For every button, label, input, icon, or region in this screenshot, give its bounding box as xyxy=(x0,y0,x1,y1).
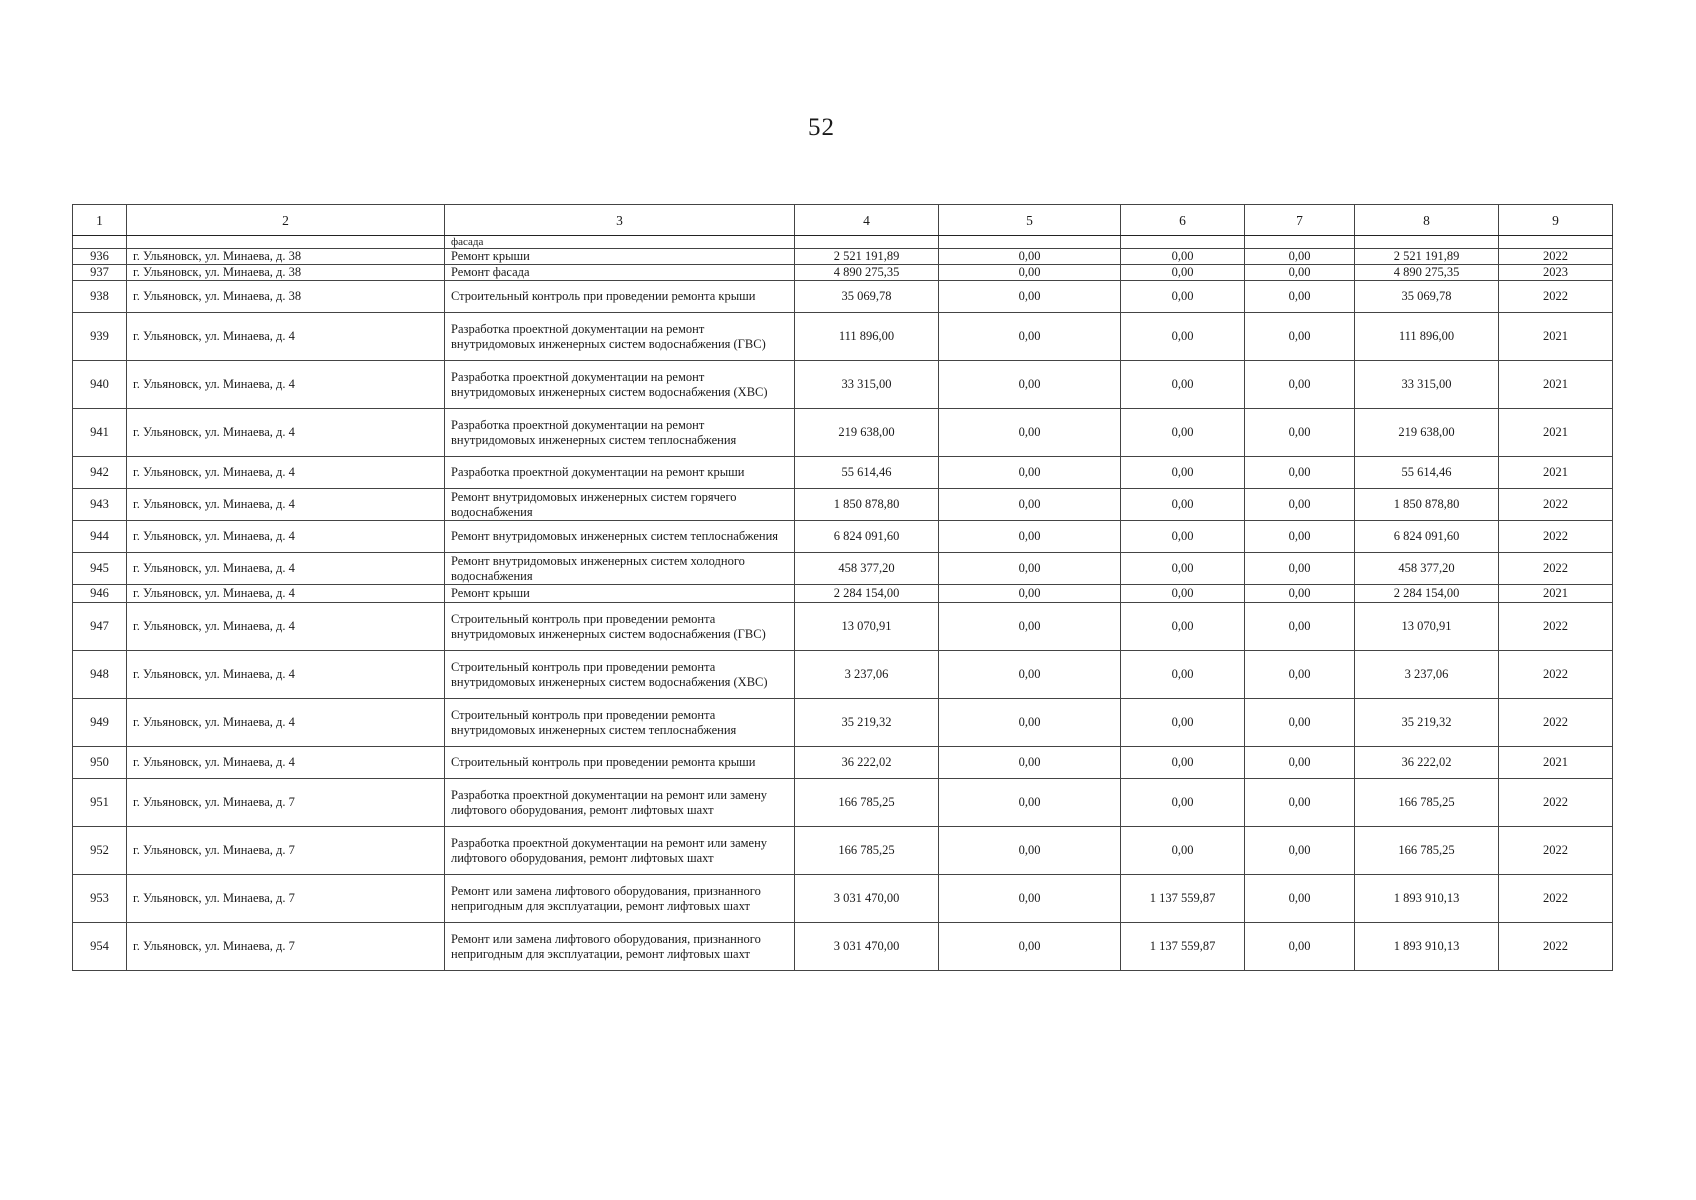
column-8-cell: 36 222,02 xyxy=(1355,747,1499,779)
table-row xyxy=(73,827,1613,875)
total-cost-cell: 3 031 470,00 xyxy=(795,875,939,923)
year-cell: 2022 xyxy=(1499,603,1613,651)
column-7-cell: 0,00 xyxy=(1245,313,1355,361)
column-6-cell: 0,00 xyxy=(1121,827,1245,875)
work-type-cell: Ремонт крыши xyxy=(445,249,795,265)
year-cell: 2023 xyxy=(1499,265,1613,281)
column-6-cell: 0,00 xyxy=(1121,553,1245,585)
column-7-cell: 0,00 xyxy=(1245,361,1355,409)
column-8-cell: 219 638,00 xyxy=(1355,409,1499,457)
column-5-cell: 0,00 xyxy=(939,923,1121,971)
column-header: 8 xyxy=(1355,205,1499,236)
column-5-cell: 0,00 xyxy=(939,409,1121,457)
column-6-cell: 0,00 xyxy=(1121,457,1245,489)
year-cell: 2022 xyxy=(1499,651,1613,699)
table-row xyxy=(73,457,1613,489)
column-7-cell: 0,00 xyxy=(1245,603,1355,651)
row-number: 940 xyxy=(73,361,127,409)
row-number: 948 xyxy=(73,651,127,699)
column-6-cell: 0,00 xyxy=(1121,699,1245,747)
total-cost-cell: 166 785,25 xyxy=(795,827,939,875)
column-6-cell: 0,00 xyxy=(1121,585,1245,603)
work-type-cell: Разработка проектной документации на ремонт или замену лифтового оборудования, ремонт лифтовых шахт xyxy=(445,779,795,827)
work-type-cell: Разработка проектной документации на ремонт или замену лифтового оборудования, ремонт лифтовых шахт xyxy=(445,827,795,875)
work-type-cell: Ремонт фасада xyxy=(445,265,795,281)
table-row xyxy=(73,553,1613,585)
row-number: 946 xyxy=(73,585,127,603)
column-header: 4 xyxy=(795,205,939,236)
column-5-cell: 0,00 xyxy=(939,457,1121,489)
work-type-cell: Ремонт или замена лифтового оборудования, признанного непригодным для эксплуатации, ремонт лифтовых шахт xyxy=(445,923,795,971)
year-cell: 2022 xyxy=(1499,699,1613,747)
column-6-cell: 0,00 xyxy=(1121,361,1245,409)
year-cell: 2022 xyxy=(1499,281,1613,313)
year-cell: 2022 xyxy=(1499,923,1613,971)
column-7-cell: 0,00 xyxy=(1245,779,1355,827)
column-8-cell: 458 377,20 xyxy=(1355,553,1499,585)
year-cell: 2021 xyxy=(1499,361,1613,409)
column-6-cell: 0,00 xyxy=(1121,409,1245,457)
table-row xyxy=(73,249,1613,265)
column-8-cell: 1 893 910,13 xyxy=(1355,875,1499,923)
column-8-cell: 166 785,25 xyxy=(1355,779,1499,827)
table-row xyxy=(73,875,1613,923)
year-cell: 2022 xyxy=(1499,249,1613,265)
row-number: 951 xyxy=(73,779,127,827)
year-cell: 2021 xyxy=(1499,457,1613,489)
work-type-cell: Разработка проектной документации на ремонт крыши xyxy=(445,457,795,489)
column-header: 6 xyxy=(1121,205,1245,236)
column-5-cell: 0,00 xyxy=(939,281,1121,313)
table-row xyxy=(73,651,1613,699)
column-6-cell: 0,00 xyxy=(1121,489,1245,521)
row-number: 952 xyxy=(73,827,127,875)
total-cost-cell: 3 237,06 xyxy=(795,651,939,699)
column-7-cell: 0,00 xyxy=(1245,281,1355,313)
year-cell: 2021 xyxy=(1499,585,1613,603)
work-type-cell: Ремонт или замена лифтового оборудования, признанного непригодным для эксплуатации, ремонт лифтовых шахт xyxy=(445,875,795,923)
address-cell: г. Ульяновск, ул. Минаева, д. 4 xyxy=(127,585,445,603)
total-cost-cell: 35 219,32 xyxy=(795,699,939,747)
column-5-cell: 0,00 xyxy=(939,521,1121,553)
column-7-cell: 0,00 xyxy=(1245,827,1355,875)
address-cell: г. Ульяновск, ул. Минаева, д. 38 xyxy=(127,265,445,281)
column-8-cell: 3 237,06 xyxy=(1355,651,1499,699)
total-cost-cell: 4 890 275,35 xyxy=(795,265,939,281)
column-7-cell: 0,00 xyxy=(1245,521,1355,553)
column-8-cell: 6 824 091,60 xyxy=(1355,521,1499,553)
address-cell: г. Ульяновск, ул. Минаева, д. 4 xyxy=(127,747,445,779)
repair-program-table xyxy=(72,204,1613,971)
total-cost-cell: 36 222,02 xyxy=(795,747,939,779)
table-row xyxy=(73,265,1613,281)
column-8-cell: 35 069,78 xyxy=(1355,281,1499,313)
column-header: 5 xyxy=(939,205,1121,236)
row-number: 938 xyxy=(73,281,127,313)
column-7-cell: 0,00 xyxy=(1245,409,1355,457)
row-number: 936 xyxy=(73,249,127,265)
table-row xyxy=(73,281,1613,313)
work-type-cell: Разработка проектной документации на ремонт внутридомовых инженерных систем теплоснабжения xyxy=(445,409,795,457)
column-6-cell: 1 137 559,87 xyxy=(1121,923,1245,971)
column-8-cell: 1 893 910,13 xyxy=(1355,923,1499,971)
column-7-cell: 0,00 xyxy=(1245,585,1355,603)
column-5-cell: 0,00 xyxy=(939,699,1121,747)
continuation-text: фасада xyxy=(445,236,795,249)
column-5-cell: 0,00 xyxy=(939,603,1121,651)
work-type-cell: Разработка проектной документации на ремонт внутридомовых инженерных систем водоснабжения (ГВС) xyxy=(445,313,795,361)
address-cell: г. Ульяновск, ул. Минаева, д. 4 xyxy=(127,603,445,651)
column-5-cell: 0,00 xyxy=(939,361,1121,409)
total-cost-cell: 13 070,91 xyxy=(795,603,939,651)
column-5-cell: 0,00 xyxy=(939,827,1121,875)
column-7-cell: 0,00 xyxy=(1245,553,1355,585)
total-cost-cell: 2 284 154,00 xyxy=(795,585,939,603)
total-cost-cell: 2 521 191,89 xyxy=(795,249,939,265)
address-cell: г. Ульяновск, ул. Минаева, д. 38 xyxy=(127,281,445,313)
column-5-cell: 0,00 xyxy=(939,585,1121,603)
continuation-row xyxy=(73,236,1613,249)
table-row xyxy=(73,585,1613,603)
year-cell: 2021 xyxy=(1499,747,1613,779)
total-cost-cell: 219 638,00 xyxy=(795,409,939,457)
table-row xyxy=(73,361,1613,409)
column-8-cell: 13 070,91 xyxy=(1355,603,1499,651)
year-cell: 2022 xyxy=(1499,553,1613,585)
address-cell: г. Ульяновск, ул. Минаева, д. 7 xyxy=(127,923,445,971)
row-number: 950 xyxy=(73,747,127,779)
column-6-cell: 1 137 559,87 xyxy=(1121,875,1245,923)
total-cost-cell: 3 031 470,00 xyxy=(795,923,939,971)
row-number: 939 xyxy=(73,313,127,361)
work-type-cell: Строительный контроль при проведении ремонта внутридомовых инженерных систем водоснабжения (ГВС) xyxy=(445,603,795,651)
address-cell: г. Ульяновск, ул. Минаева, д. 7 xyxy=(127,875,445,923)
work-type-cell: Ремонт внутридомовых инженерных систем горячего водоснабжения xyxy=(445,489,795,521)
column-header: 7 xyxy=(1245,205,1355,236)
address-cell: г. Ульяновск, ул. Минаева, д. 7 xyxy=(127,827,445,875)
row-number: 941 xyxy=(73,409,127,457)
page-number: 52 xyxy=(808,114,835,141)
column-header: 9 xyxy=(1499,205,1613,236)
address-cell: г. Ульяновск, ул. Минаева, д. 4 xyxy=(127,409,445,457)
column-6-cell: 0,00 xyxy=(1121,651,1245,699)
column-7-cell: 0,00 xyxy=(1245,747,1355,779)
total-cost-cell: 1 850 878,80 xyxy=(795,489,939,521)
column-6-cell: 0,00 xyxy=(1121,521,1245,553)
address-cell: г. Ульяновск, ул. Минаева, д. 4 xyxy=(127,699,445,747)
column-5-cell: 0,00 xyxy=(939,747,1121,779)
table-row xyxy=(73,923,1613,971)
total-cost-cell: 35 069,78 xyxy=(795,281,939,313)
table-row xyxy=(73,747,1613,779)
work-type-cell: Ремонт внутридомовых инженерных систем теплоснабжения xyxy=(445,521,795,553)
column-6-cell: 0,00 xyxy=(1121,313,1245,361)
column-6-cell: 0,00 xyxy=(1121,779,1245,827)
year-cell: 2022 xyxy=(1499,779,1613,827)
total-cost-cell: 6 824 091,60 xyxy=(795,521,939,553)
year-cell: 2022 xyxy=(1499,521,1613,553)
address-cell: г. Ульяновск, ул. Минаева, д. 4 xyxy=(127,313,445,361)
year-cell: 2022 xyxy=(1499,489,1613,521)
column-7-cell: 0,00 xyxy=(1245,457,1355,489)
column-7-cell: 0,00 xyxy=(1245,265,1355,281)
row-number: 954 xyxy=(73,923,127,971)
row-number: 943 xyxy=(73,489,127,521)
column-6-cell: 0,00 xyxy=(1121,603,1245,651)
total-cost-cell: 111 896,00 xyxy=(795,313,939,361)
table-row xyxy=(73,779,1613,827)
row-number: 937 xyxy=(73,265,127,281)
column-7-cell: 0,00 xyxy=(1245,699,1355,747)
row-number: 945 xyxy=(73,553,127,585)
total-cost-cell: 166 785,25 xyxy=(795,779,939,827)
address-cell: г. Ульяновск, ул. Минаева, д. 4 xyxy=(127,489,445,521)
column-6-cell: 0,00 xyxy=(1121,249,1245,265)
address-cell: г. Ульяновск, ул. Минаева, д. 7 xyxy=(127,779,445,827)
address-cell: г. Ульяновск, ул. Минаева, д. 4 xyxy=(127,651,445,699)
address-cell: г. Ульяновск, ул. Минаева, д. 4 xyxy=(127,521,445,553)
total-cost-cell: 33 315,00 xyxy=(795,361,939,409)
total-cost-cell: 55 614,46 xyxy=(795,457,939,489)
row-number: 953 xyxy=(73,875,127,923)
row-number: 949 xyxy=(73,699,127,747)
table-row xyxy=(73,603,1613,651)
column-8-cell: 166 785,25 xyxy=(1355,827,1499,875)
column-6-cell: 0,00 xyxy=(1121,747,1245,779)
column-5-cell: 0,00 xyxy=(939,553,1121,585)
column-8-cell: 1 850 878,80 xyxy=(1355,489,1499,521)
year-cell: 2021 xyxy=(1499,313,1613,361)
work-type-cell: Строительный контроль при проведении ремонта внутридомовых инженерных систем теплоснабжения xyxy=(445,699,795,747)
column-5-cell: 0,00 xyxy=(939,651,1121,699)
table-row xyxy=(73,313,1613,361)
column-7-cell: 0,00 xyxy=(1245,875,1355,923)
column-7-cell: 0,00 xyxy=(1245,651,1355,699)
column-8-cell: 35 219,32 xyxy=(1355,699,1499,747)
work-type-cell: Ремонт внутридомовых инженерных систем холодного водоснабжения xyxy=(445,553,795,585)
row-number: 947 xyxy=(73,603,127,651)
column-7-cell: 0,00 xyxy=(1245,249,1355,265)
column-7-cell: 0,00 xyxy=(1245,489,1355,521)
column-5-cell: 0,00 xyxy=(939,875,1121,923)
column-6-cell: 0,00 xyxy=(1121,265,1245,281)
work-type-cell: Разработка проектной документации на ремонт внутридомовых инженерных систем водоснабжения (ХВС) xyxy=(445,361,795,409)
column-5-cell: 0,00 xyxy=(939,489,1121,521)
table-row xyxy=(73,699,1613,747)
total-cost-cell: 458 377,20 xyxy=(795,553,939,585)
table-row xyxy=(73,409,1613,457)
column-5-cell: 0,00 xyxy=(939,313,1121,361)
address-cell: г. Ульяновск, ул. Минаева, д. 4 xyxy=(127,457,445,489)
work-type-cell: Строительный контроль при проведении ремонта крыши xyxy=(445,747,795,779)
column-5-cell: 0,00 xyxy=(939,249,1121,265)
column-8-cell: 2 521 191,89 xyxy=(1355,249,1499,265)
column-8-cell: 111 896,00 xyxy=(1355,313,1499,361)
column-5-cell: 0,00 xyxy=(939,265,1121,281)
table-row xyxy=(73,489,1613,521)
table-row xyxy=(73,521,1613,553)
column-8-cell: 2 284 154,00 xyxy=(1355,585,1499,603)
column-header: 2 xyxy=(127,205,445,236)
column-header: 3 xyxy=(445,205,795,236)
work-type-cell: Строительный контроль при проведении ремонта крыши xyxy=(445,281,795,313)
year-cell: 2022 xyxy=(1499,875,1613,923)
year-cell: 2022 xyxy=(1499,827,1613,875)
column-7-cell: 0,00 xyxy=(1245,923,1355,971)
column-8-cell: 4 890 275,35 xyxy=(1355,265,1499,281)
row-number: 942 xyxy=(73,457,127,489)
column-8-cell: 33 315,00 xyxy=(1355,361,1499,409)
header-row xyxy=(73,205,1613,236)
column-header: 1 xyxy=(73,205,127,236)
row-number: 944 xyxy=(73,521,127,553)
address-cell: г. Ульяновск, ул. Минаева, д. 4 xyxy=(127,361,445,409)
column-5-cell: 0,00 xyxy=(939,779,1121,827)
column-8-cell: 55 614,46 xyxy=(1355,457,1499,489)
address-cell: г. Ульяновск, ул. Минаева, д. 38 xyxy=(127,249,445,265)
work-type-cell: Строительный контроль при проведении ремонта внутридомовых инженерных систем водоснабжения (ХВС) xyxy=(445,651,795,699)
work-type-cell: Ремонт крыши xyxy=(445,585,795,603)
address-cell: г. Ульяновск, ул. Минаева, д. 4 xyxy=(127,553,445,585)
year-cell: 2021 xyxy=(1499,409,1613,457)
column-6-cell: 0,00 xyxy=(1121,281,1245,313)
